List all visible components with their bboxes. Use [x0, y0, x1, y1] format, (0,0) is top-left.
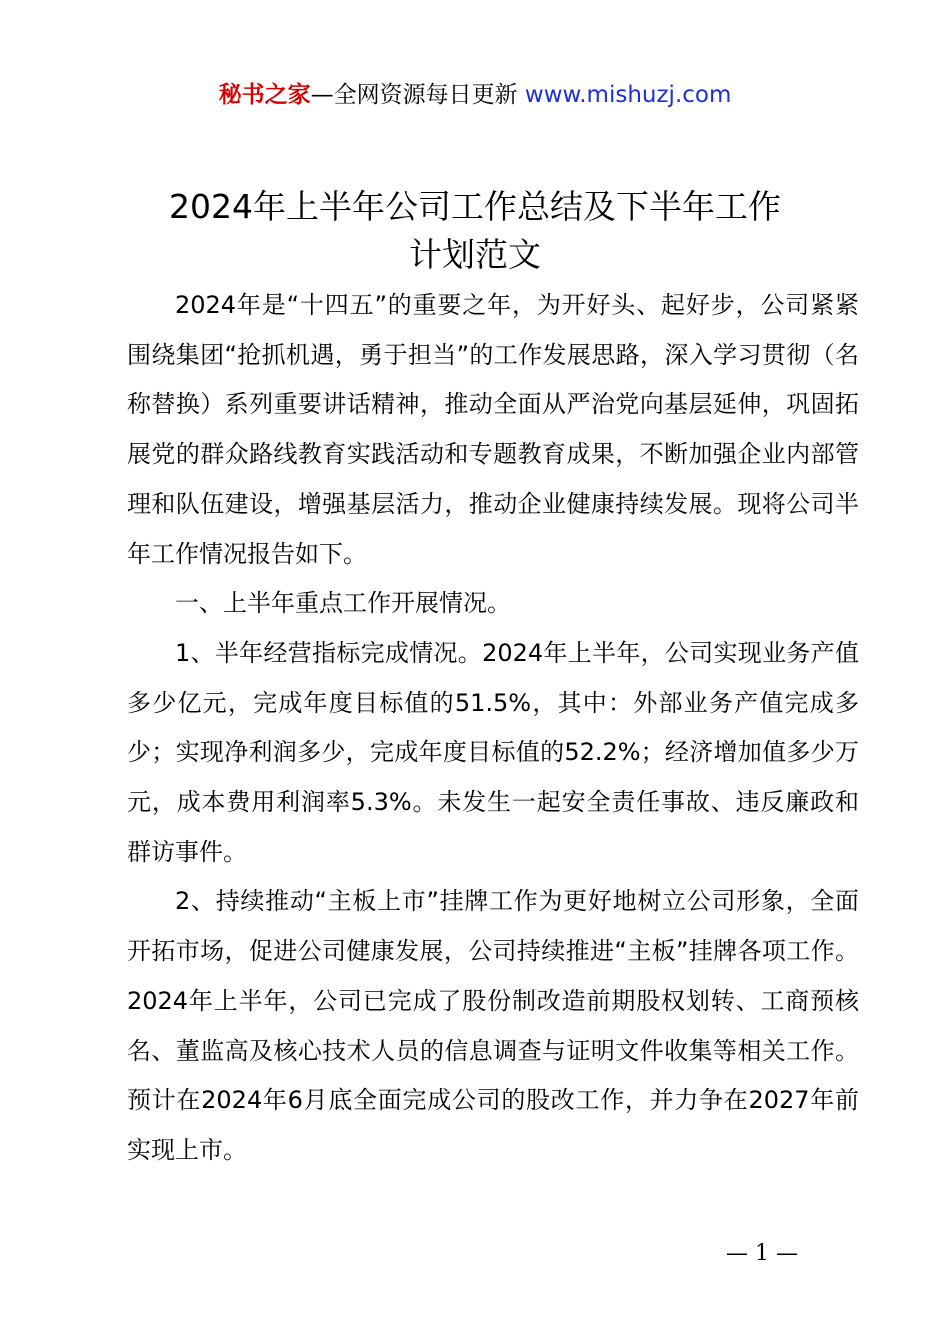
- document-title: [0, 183, 950, 279]
- site-header: [0, 78, 950, 112]
- body-paragraph-2: 2、持续推动“主板上市”挂牌工作为更好地树立公司形象，全面开拓市场，促进公司健康发展，公司持续推进“主板”挂牌各项工作。2024年上半年，公司已完成了股份制改造前期股权划转、工商预核名、董监高及核心技术人员的信息调查与证明文件收集等相关工作。预计在2024年6月底全面完成公司的股改工作，并力争在2027年前实现上市。: [127, 887, 859, 1164]
- brand-name: 秘书之家: [218, 82, 311, 108]
- body-paragraph-1: 1、半年经营指标完成情况。2024年上半年，公司实现业务产值多少亿元，完成年度目标值的51.5%，其中：外部业务产值完成多少；实现净利润多少，完成年度目标值的52.2%；经济增加值多少万元，成本费用利润率5.3%。未发生一起安全责任事故、违反廉政和群访事件。: [127, 638, 859, 866]
- title-line-1: 2024年上半年公司工作总结及下半年工作: [169, 187, 781, 226]
- header-slogan: —全网资源每日更新: [310, 82, 518, 108]
- intro-paragraph: 2024年是“十四五”的重要之年，为开好头、起好步，公司紧紧围绕集团“抢抓机遇，勇于担当”的工作发展思路，深入学习贯彻（名称替换）系列重要讲话精神，推动全面从严治党向基层延伸，巩固拓展党的群众路线教育实践活动和专题教育成果，不断加强企业内部管理和队伍建设，增强基层活力，推动企业健康持续发展。现将公司半年工作情况报告如下。: [127, 291, 859, 568]
- page-number: — 1 —: [726, 1241, 798, 1266]
- site-url-link[interactable]: www.mishuzj.com: [524, 82, 732, 108]
- document-body: [127, 281, 859, 1176]
- title-line-2: 计划范文: [409, 235, 541, 274]
- section-heading: 一、上半年重点工作开展情况。: [175, 589, 511, 618]
